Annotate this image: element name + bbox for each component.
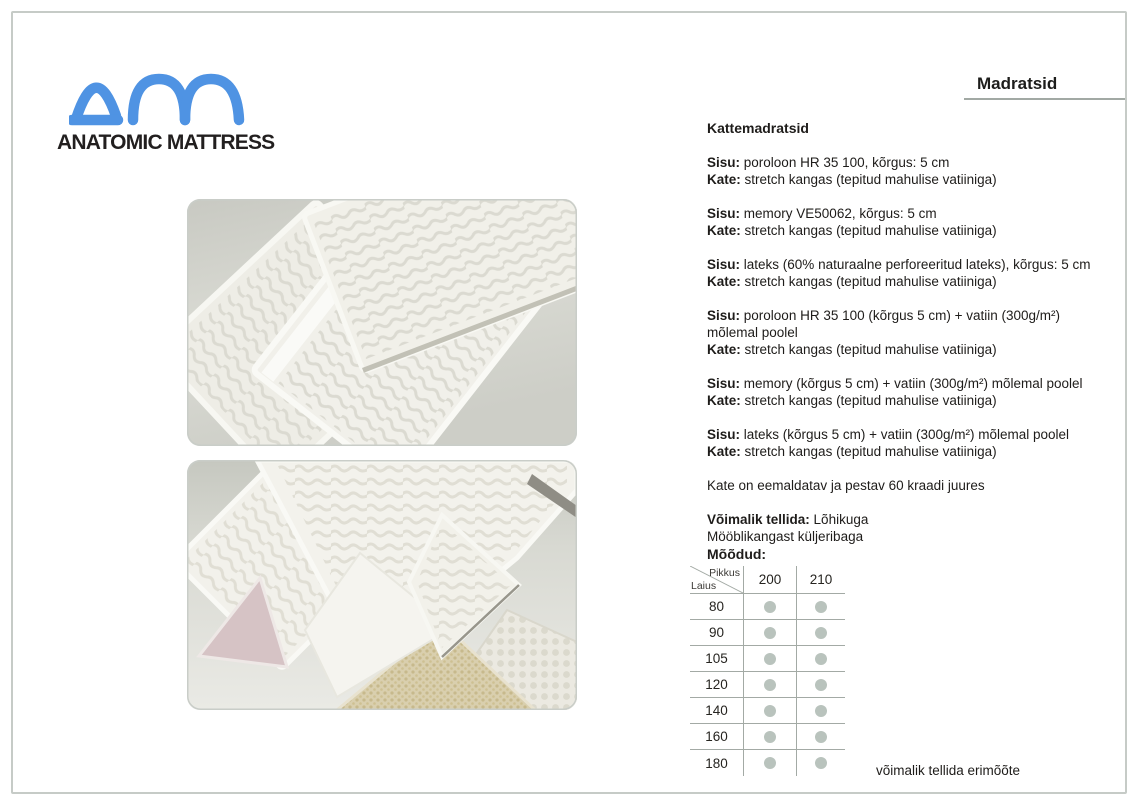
order-option-1: Lõhikuga — [813, 512, 869, 527]
availability-dot — [764, 653, 776, 665]
row-label: 160 — [690, 724, 744, 750]
row-label: 105 — [690, 646, 744, 672]
brand-name: ANATOMIC MATTRESS — [57, 131, 275, 154]
availability-cell — [744, 698, 797, 724]
order-options — [707, 511, 1109, 545]
product-spec: Sisu: memory VE50062, kõrgus: 5 cm Kate: stretch kangas (tepitud mahulise vatiiniga) — [707, 206, 997, 238]
content-column — [707, 120, 1109, 545]
page-title: Madratsid — [977, 74, 1058, 93]
order-label: Võimalik tellida: — [707, 512, 810, 527]
product-spec: Sisu: lateks (kõrgus 5 cm) + vatiin (300g/m²) mõlemal poolel Kate: stretch kangas (tepitud mahulise vatiiniga) — [707, 427, 1070, 459]
availability-dot — [815, 653, 827, 665]
availability-cell — [744, 646, 797, 672]
product-spec: Sisu: memory (kõrgus 5 cm) + vatiin (300g/m²) mõlemal poolel Kate: stretch kangas (tepitud mahulise vatiiniga) — [707, 376, 1083, 408]
wash-note: Kate on eemaldatav ja pestav 60 kraadi juures — [707, 478, 985, 493]
availability-cell — [744, 672, 797, 698]
availability-dot — [815, 705, 827, 717]
availability-cell — [797, 594, 845, 620]
availability-cell — [744, 620, 797, 646]
product-spec: Sisu: poroloon HR 35 100 (kõrgus 5 cm) + vatiin (300g/m²) mõlemal poolel Kate: stretch kangas (tepitud mahulise vatiiniga) — [707, 308, 1061, 357]
laius-label: Laius — [691, 580, 717, 592]
availability-cell — [797, 750, 845, 776]
product-spec: Sisu: lateks (60% naturaalne perforeeritud lateks), kõrgus: 5 cm Kate: stretch kangas (tepitud mahulise vatiiniga) — [707, 257, 1091, 289]
product-photo-bottom — [187, 460, 577, 710]
availability-cell — [744, 724, 797, 750]
availability-cell — [797, 646, 845, 672]
order-option-2: Mööblikangast küljeribaga — [707, 529, 864, 544]
catalog-page — [11, 11, 1127, 794]
custom-size-note: võimalik tellida erimõõte — [876, 763, 1021, 778]
product-spec: Sisu: poroloon HR 35 100, kõrgus: 5 cm Kate: stretch kangas (tepitud mahulise vatiiniga) — [707, 155, 997, 187]
product-list — [707, 154, 1109, 460]
row-label: 90 — [690, 620, 744, 646]
availability-cell — [744, 750, 797, 776]
availability-dot — [764, 627, 776, 639]
title-block — [964, 74, 1125, 100]
availability-dot — [815, 679, 827, 691]
product-photo-top — [187, 199, 577, 446]
availability-dot — [764, 757, 776, 769]
availability-cell — [797, 672, 845, 698]
column-header-200: 200 — [744, 566, 797, 594]
availability-cell — [744, 594, 797, 620]
sizes-heading: Mõõdud: — [707, 546, 767, 562]
pikkus-label: Pikkus — [709, 567, 740, 579]
availability-cell — [797, 724, 845, 750]
corner-cell — [690, 566, 744, 594]
row-label: 80 — [690, 594, 744, 620]
row-label: 180 — [690, 750, 744, 776]
availability-dot — [764, 601, 776, 613]
title-rule — [964, 98, 1125, 100]
availability-dot — [764, 705, 776, 717]
availability-cell — [797, 620, 845, 646]
row-label: 120 — [690, 672, 744, 698]
availability-dot — [815, 627, 827, 639]
availability-dot — [815, 601, 827, 613]
availability-dot — [815, 757, 827, 769]
am-arches-icon — [69, 72, 253, 128]
availability-dot — [815, 731, 827, 743]
column-header-210: 210 — [797, 566, 845, 594]
availability-dot — [764, 679, 776, 691]
availability-cell — [797, 698, 845, 724]
size-table — [690, 566, 845, 776]
row-label: 140 — [690, 698, 744, 724]
section-heading: Kattemadratsid — [707, 120, 809, 136]
brand-logo — [57, 72, 287, 155]
availability-dot — [764, 731, 776, 743]
